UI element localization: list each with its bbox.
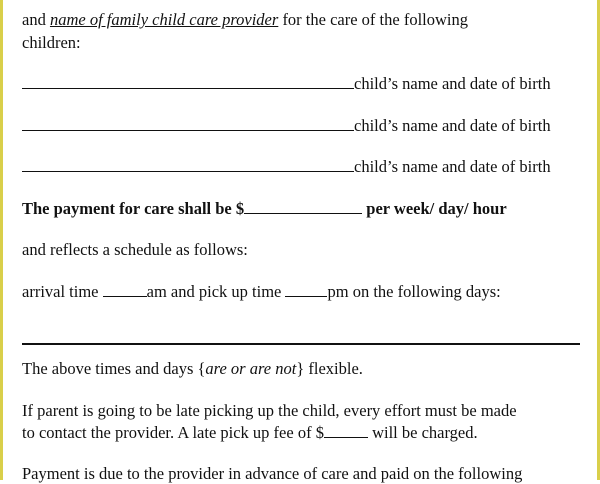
payment-amount-blank[interactable]: [244, 201, 362, 214]
arrival-label: arrival time: [22, 282, 103, 301]
late-line-2: [22, 423, 478, 443]
late-fee-prefix: to contact the provider. A late pick up fee of $: [22, 423, 324, 442]
flexible-choice[interactable]: are or are not: [205, 359, 297, 378]
child-row-2: [22, 116, 582, 136]
child-row-1: [22, 74, 582, 94]
page-border-left: [0, 0, 3, 480]
days-rule[interactable]: [22, 343, 580, 345]
payment-due-line: Payment is due to the provider in advance of care and paid on the following: [22, 464, 523, 483]
child-name-blank-1[interactable]: [22, 76, 354, 89]
pickup-time-blank[interactable]: [285, 284, 327, 297]
child-name-blank-3[interactable]: [22, 159, 354, 172]
payment-suffix: per week/ day/ hour: [362, 199, 507, 218]
late-line-1: If parent is going to be late picking up the child, every effort must be made: [22, 401, 517, 420]
flexible-prefix: The above times and days {: [22, 359, 206, 378]
child-name-blank-2[interactable]: [22, 118, 354, 131]
flexible-suffix: } flexible.: [296, 359, 363, 378]
payment-line: [22, 199, 507, 219]
intro-prefix: and: [22, 10, 50, 29]
late-fee-blank[interactable]: [324, 425, 368, 438]
child-row-label-2: child’s name and date of birth: [354, 116, 551, 135]
am-label: am and pick up time: [146, 282, 286, 301]
intro-line-2: children:: [22, 33, 81, 52]
provider-name-field[interactable]: name of family child care provider: [49, 10, 279, 29]
late-fee-suffix: will be charged.: [367, 423, 478, 442]
child-row-label-3: child’s name and date of birth: [354, 157, 551, 176]
arrival-time-blank[interactable]: [103, 284, 147, 297]
child-row-3: [22, 157, 582, 177]
intro-line: [22, 10, 468, 30]
flexible-line: [22, 359, 363, 379]
times-line: [22, 282, 501, 302]
intro-suffix: for the care of the following: [278, 10, 468, 29]
payment-prefix: The payment for care shall be $: [22, 199, 245, 218]
child-row-label-1: child’s name and date of birth: [354, 74, 551, 93]
pm-label: pm on the following days:: [327, 282, 501, 301]
schedule-line: and reflects a schedule as follows:: [22, 240, 248, 259]
